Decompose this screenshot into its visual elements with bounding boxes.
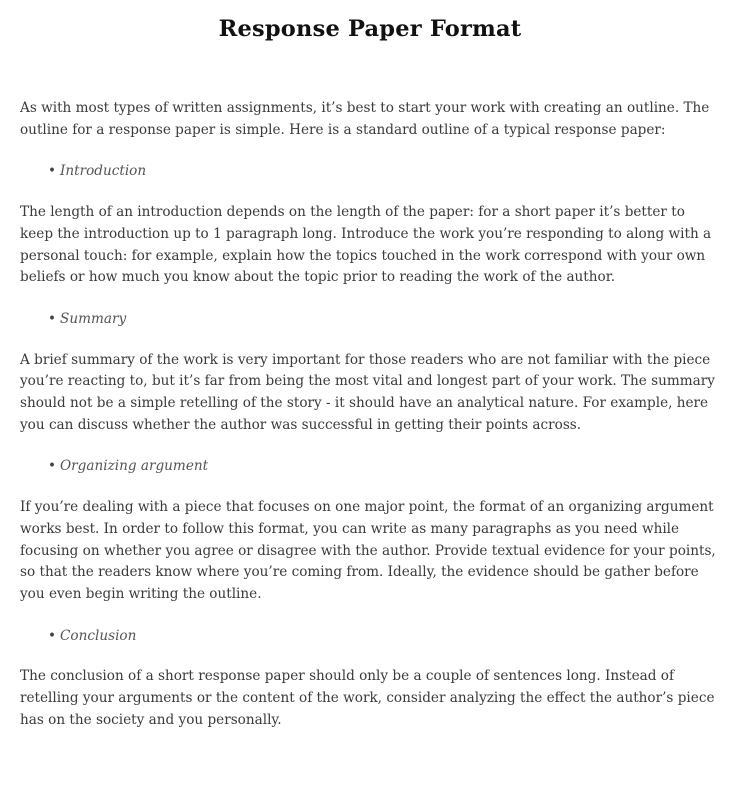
- bullet-item: [48, 456, 720, 478]
- bullet-icon: •: [48, 163, 57, 180]
- section-bullet-introduction: [20, 161, 720, 183]
- section-bullet-summary: [20, 309, 720, 331]
- section-bullet-organizing-argument: [20, 456, 720, 478]
- section-paragraph-conclusion: The conclusion of a short response paper should only be a couple of sentences long. Instead of retelling your arguments or the content of the work, consider analyzing the effect the author’s piece has on the society and you personally.: [20, 668, 715, 728]
- section-heading-conclusion: Conclusion: [60, 627, 137, 644]
- bullet-icon: •: [48, 458, 57, 475]
- section-paragraph-summary: A brief summary of the work is very important for those readers who are not familiar with the piece you’re reacting to, but it’s far from being the most vital and longest part of your work. The summary should not be a simple retelling of the story - it should have an analytical nature. For example, here you can discuss whether the author was successful in getting their points across.: [20, 351, 715, 433]
- section-bullet-conclusion: [20, 626, 720, 648]
- page-title: Response Paper Format: [218, 16, 522, 42]
- bullet-icon: •: [48, 310, 57, 327]
- bullet-item: [48, 309, 720, 331]
- bullet-item: [48, 161, 720, 183]
- bullet-icon: •: [48, 627, 57, 644]
- section-heading-summary: Summary: [60, 310, 127, 327]
- section-heading-organizing-argument: Organizing argument: [60, 458, 209, 475]
- intro-paragraph: As with most types of written assignments, it’s best to start your work with creating an outline. The outline for a response paper is simple. Here is a standard outline of a typical response paper:: [20, 100, 710, 138]
- section-paragraph-introduction: The length of an introduction depends on the length of the paper: for a short paper it’s better to keep the introduction up to 1 paragraph long. Introduce the work you’re responding to along with a personal touch: for example, explain how the topics touched in the work correspond with your own beliefs or how much you know about the topic prior to reading the work of the author.: [20, 204, 712, 286]
- document-body: [20, 98, 720, 731]
- section-heading-introduction: Introduction: [60, 163, 147, 180]
- bullet-item: [48, 626, 720, 648]
- section-paragraph-organizing-argument: If you’re dealing with a piece that focuses on one major point, the format of an organizing argument works best. In order to follow this format, you can write as many paragraphs as you need while focusing on whether you agree or disagree with the author. Provide textual evidence for your points, so that the readers know where you’re coming from. Ideally, the evidence should be gather before you even begin writing the outline.: [20, 499, 716, 602]
